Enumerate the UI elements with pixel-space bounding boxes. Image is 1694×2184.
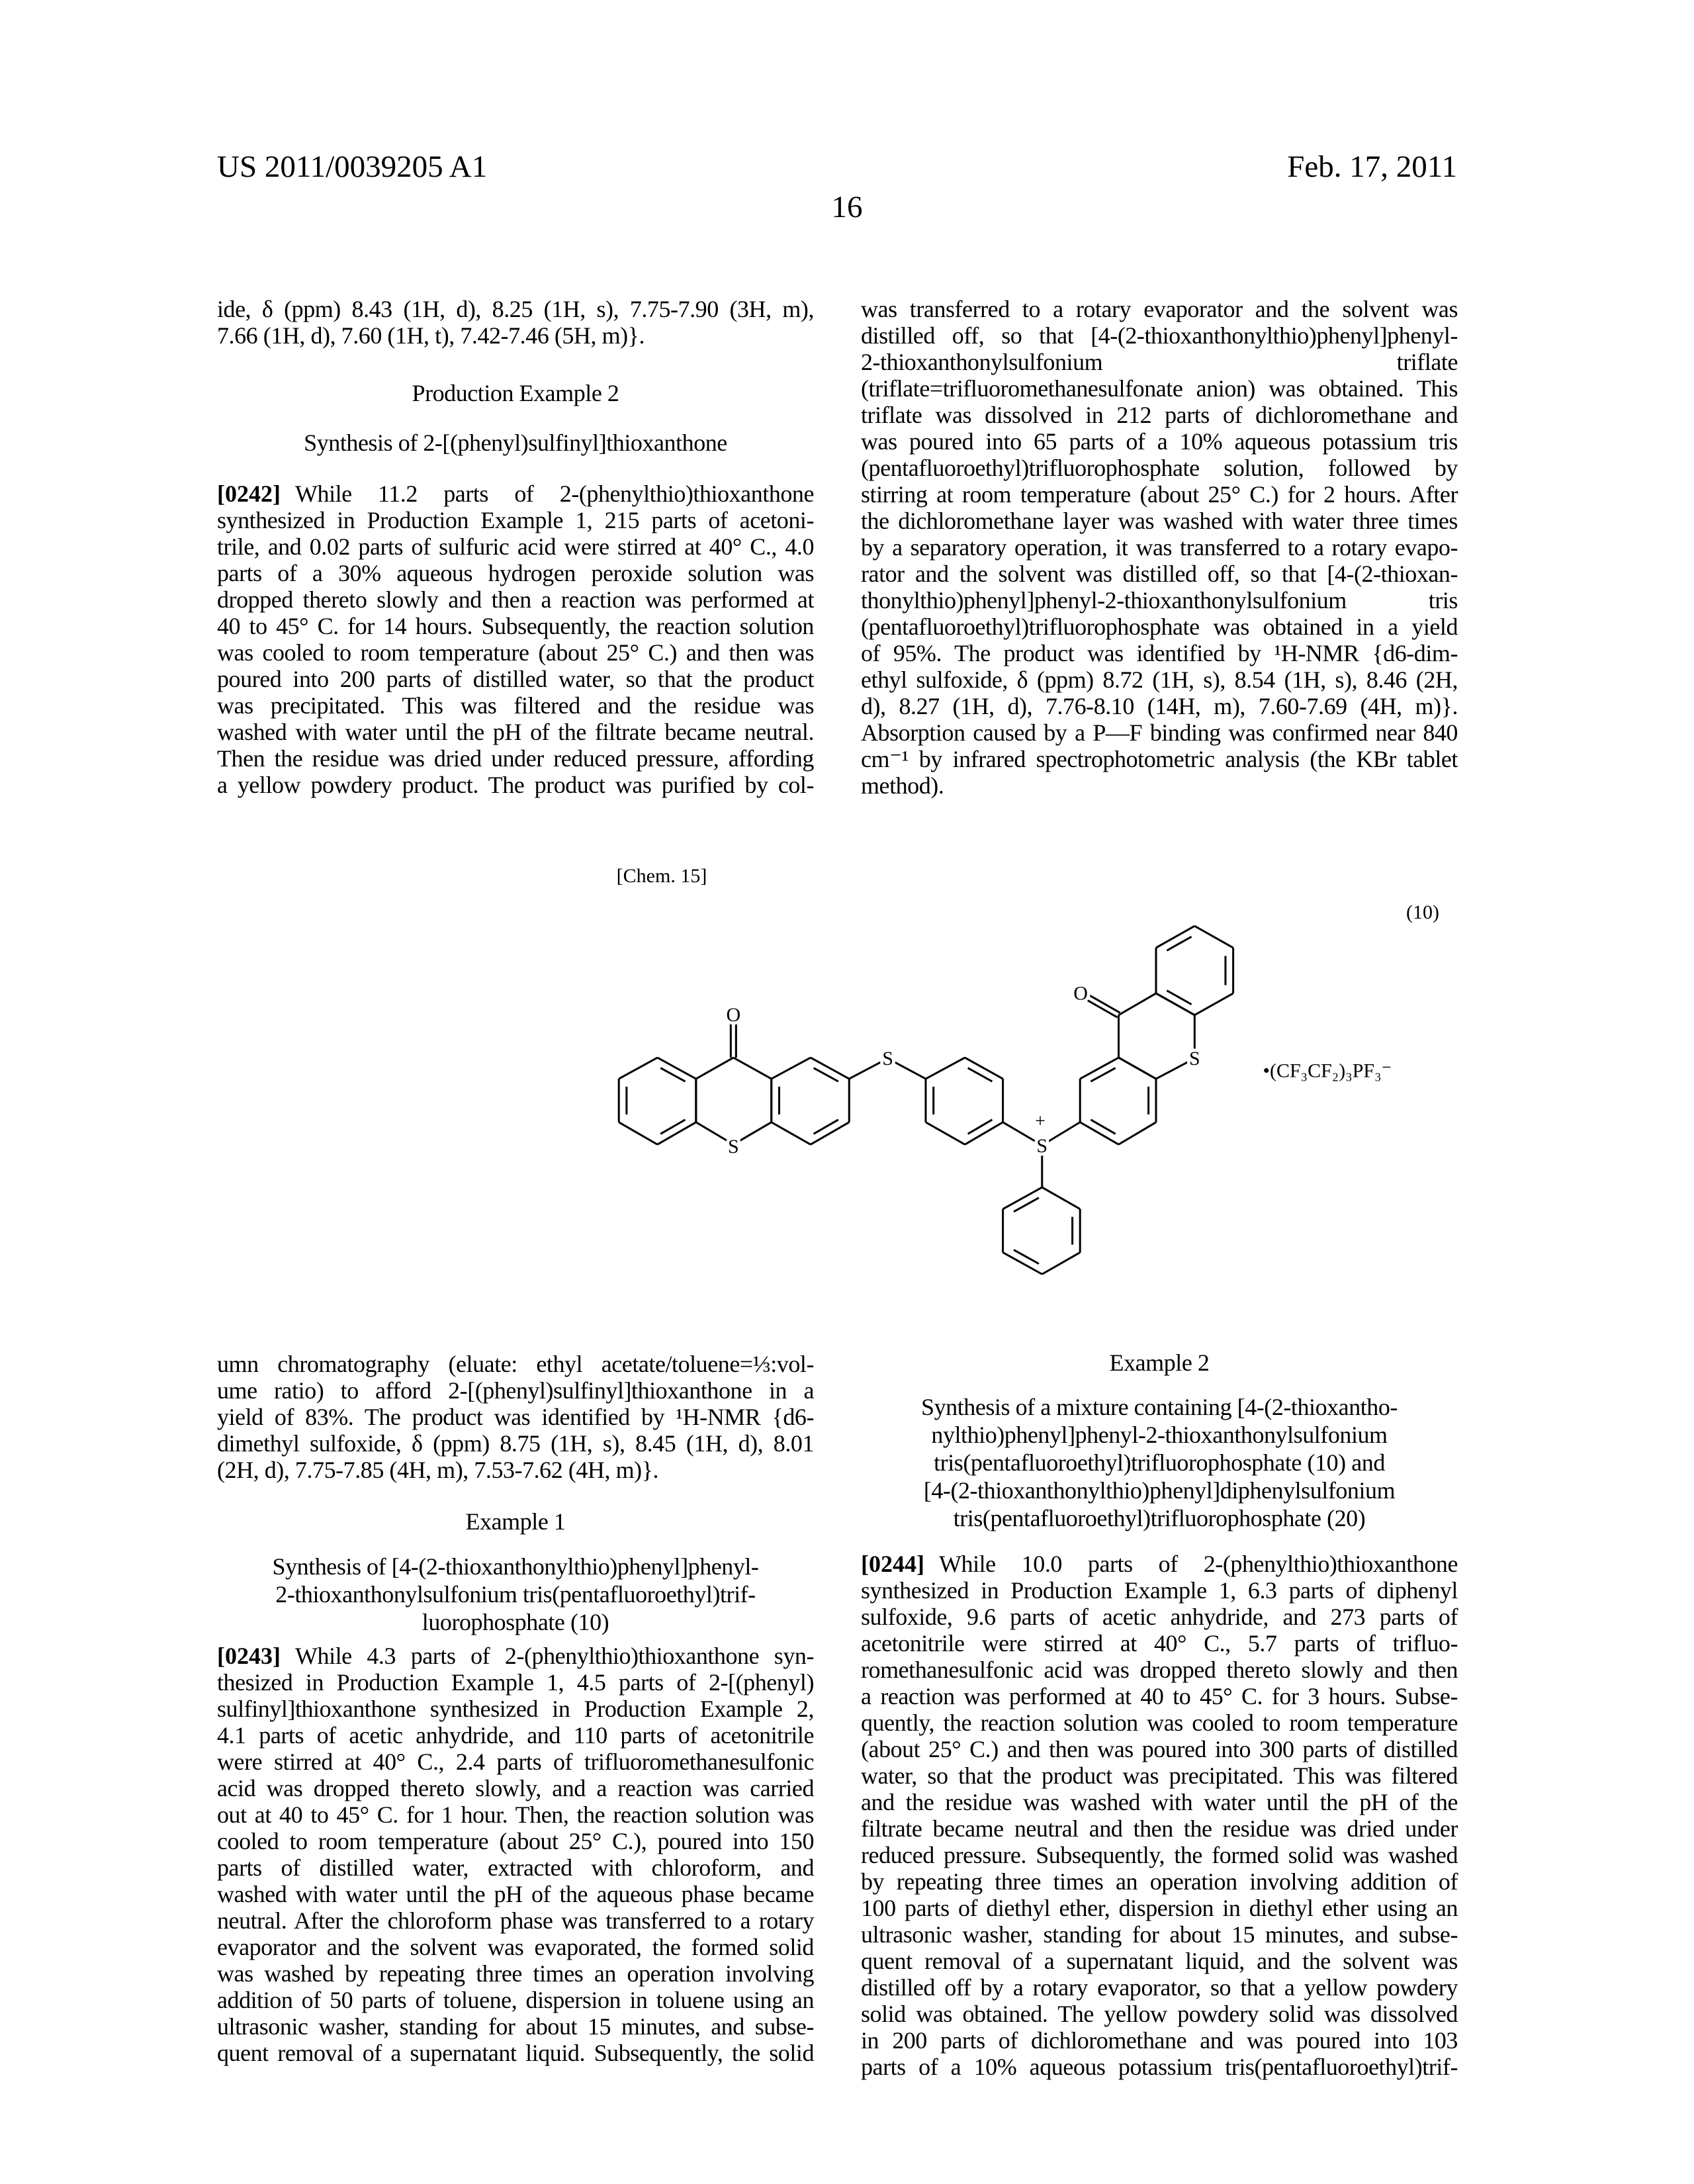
line-text: 7.66 (1H, d), 7.60 (1H, t), 7.42-7.46 (5H, m)}. xyxy=(217,322,645,349)
line-text: yield of 83%. The product was identified by ¹H-NMR {d6- xyxy=(217,1404,814,1430)
line-text: 40 to 45° C. for 14 hours. Subsequently, the reaction solution xyxy=(217,613,814,639)
text-line xyxy=(217,1934,814,1960)
line-text: ultrasonic washer, standing for about 15 minutes, and subse- xyxy=(217,2013,814,2040)
line-text: was precipitated. This was filtered and the residue was xyxy=(217,692,814,719)
paragraph-0244 xyxy=(861,1551,1458,2080)
publication-date: Feb. 17, 2011 xyxy=(1276,147,1457,187)
line-text: 2-thioxanthonylsulfonium triflate xyxy=(861,349,1458,375)
line-text: quent removal of a supernatant liquid, and the solvent was xyxy=(861,1948,1458,1974)
ring-bond xyxy=(619,1122,657,1145)
line-text: ide, δ (ppm) 8.43 (1H, d), 8.25 (1H, s), 7.75-7.90 (3H, m), xyxy=(217,296,814,322)
text-line xyxy=(861,1657,1458,1683)
line-text: romethanesulfonic acid was dropped thereto slowly and then xyxy=(861,1657,1458,1683)
ring-bond xyxy=(733,1058,771,1079)
line-text: was poured into 65 parts of a 10% aqueous potassium tris xyxy=(861,428,1458,455)
text-line xyxy=(217,1987,814,2013)
text-line xyxy=(217,1643,814,1669)
line-text: umn chromatography (eluate: ethyl acetate/toluene=⅓:vol- xyxy=(217,1351,814,1377)
text-line xyxy=(861,1604,1458,1630)
text-line xyxy=(861,2001,1458,2027)
line-text: (triflate=trifluoromethanesulfonate anion) was obtained. This xyxy=(861,375,1458,402)
section-subheading-example-2 xyxy=(861,1393,1458,1532)
text-line xyxy=(861,1895,1458,1921)
oxygen-atom-label: O xyxy=(1073,982,1088,1004)
line-text: water, so that the product was precipitated. This was filtered xyxy=(861,1762,1458,1789)
line-text: While 4.3 parts of 2-(phenylthio)thioxanthone syn- xyxy=(295,1643,814,1669)
text-line xyxy=(217,2013,814,2040)
text-line xyxy=(861,1551,1458,1577)
ring-bond xyxy=(1156,926,1194,948)
line-text: (pentafluoroethyl)trifluorophosphate solution, followed by xyxy=(861,455,1458,481)
line-text: was washed by repeating three times an operation involving xyxy=(217,1960,814,1987)
section-heading-example-1: Example 1 xyxy=(217,1508,814,1535)
text-line xyxy=(861,1842,1458,1868)
ring-bond xyxy=(926,1122,965,1145)
text-line xyxy=(861,1815,1458,1842)
ring-bond xyxy=(926,1058,965,1079)
continued-paragraph-left-bottom xyxy=(217,1351,814,1483)
sulfur-atom-label: S xyxy=(882,1048,893,1069)
line-text: sulfinyl]thioxanthone synthesized in Production Example 2, xyxy=(217,1696,814,1722)
line-text: by repeating three times an operation involving addition of xyxy=(861,1868,1458,1895)
line-text: 4.1 parts of acetic anhydride, and 110 parts of acetonitrile xyxy=(217,1722,814,1749)
ring-bond xyxy=(1194,926,1233,948)
line-text: Absorption caused by a P—F binding was confirmed near 840 xyxy=(861,719,1458,746)
double-bond-inner-line xyxy=(1091,1120,1115,1134)
line-text: synthesized in Production Example 1, 6.3 parts of diphenyl xyxy=(861,1577,1458,1604)
line-text: rator and the solvent was distilled off, so that [4-(2-thioxan- xyxy=(861,561,1458,587)
ring-bond xyxy=(772,1122,811,1145)
section-subheading-synthesis: Synthesis of 2-[(phenyl)sulfinyl]thioxanthone xyxy=(217,430,814,456)
line-text: 2-thioxanthonylsulfonium tris(pentafluoroethyl)trif- xyxy=(275,1581,755,1608)
section-subheading-example-1 xyxy=(217,1553,814,1636)
text-line xyxy=(217,1377,814,1404)
text-line xyxy=(861,1762,1458,1789)
text-line xyxy=(861,1504,1458,1532)
text-line xyxy=(217,1881,814,1907)
line-text: parts of distilled water, extracted with chloroform, and xyxy=(217,1854,814,1881)
line-text: quently, the reaction solution was cooled to room temperature xyxy=(861,1709,1458,1736)
text-line xyxy=(217,1775,814,1801)
ring-bond xyxy=(1156,993,1194,1015)
text-line xyxy=(861,2054,1458,2080)
line-text: evaporator and the solvent was evaporated, the formed solid xyxy=(217,1934,814,1960)
line-text: reduced pressure. Subsequently, the formed solid was washed xyxy=(861,1842,1458,1868)
publication-number: US 2011/0039205 A1 xyxy=(217,147,487,187)
line-text: a reaction was performed at 40 to 45° C. for 3 hours. Subse- xyxy=(861,1683,1458,1709)
text-line xyxy=(861,1736,1458,1762)
line-text: tris(pentafluoroethyl)trifluorophosphate (10) and xyxy=(934,1449,1385,1476)
line-text: dimethyl sulfoxide, δ (ppm) 8.75 (1H, s), 8.45 (1H, d), 8.01 xyxy=(217,1430,814,1457)
section-heading-example-2: Example 2 xyxy=(861,1349,1458,1376)
line-text: While 11.2 parts of 2-(phenylthio)thioxanthone xyxy=(295,480,814,507)
single-bond xyxy=(1042,1122,1080,1146)
line-text: ume ratio) to afford 2-[(phenyl)sulfinyl]thioxanthone in a xyxy=(217,1377,814,1404)
line-text: a yellow powdery product. The product was purified by col- xyxy=(217,772,814,798)
paragraph-number: [0242] xyxy=(217,480,281,507)
line-text: quent removal of a supernatant liquid. Subsequently, the solid xyxy=(217,2040,814,2066)
text-line xyxy=(217,1828,814,1854)
line-text: (pentafluoroethyl)trifluorophosphate was obtained in a yield xyxy=(861,614,1458,640)
line-text: nylthio)phenyl]phenyl-2-thioxanthonylsulfonium xyxy=(931,1422,1387,1448)
text-line xyxy=(861,1630,1458,1657)
text-line xyxy=(861,1449,1458,1477)
oxygen-atom-label: O xyxy=(727,1004,741,1026)
line-text: (2H, d), 7.75-7.85 (4H, m), 7.53-7.62 (4H, m)}. xyxy=(217,1457,658,1483)
line-text: cm⁻¹ by infrared spectrophotometric analysis (the KBr tablet xyxy=(861,746,1458,772)
line-text: washed with water until the pH of the filtrate became neutral. xyxy=(217,719,814,745)
line-text: method). xyxy=(861,772,944,799)
line-text: acid was dropped thereto slowly, and a reaction was carried xyxy=(217,1775,814,1801)
line-text: Synthesis of a mixture containing [4-(2-thioxantho- xyxy=(921,1394,1398,1420)
paragraph-number: [0244] xyxy=(861,1551,924,1577)
line-text: was cooled to room temperature (about 25° C.) and then was xyxy=(217,639,814,666)
ring-bond xyxy=(619,1058,657,1079)
section-heading-production-example-2: Production Example 2 xyxy=(217,380,814,406)
text-line xyxy=(861,1393,1458,1421)
line-text: the dichloromethane layer was washed with water three times xyxy=(861,508,1458,534)
text-line xyxy=(217,1854,814,1881)
line-text: ethyl sulfoxide, δ (ppm) 8.72 (1H, s), 8.54 (1H, s), 8.46 (2H, xyxy=(861,666,1458,693)
chem-caption: [Chem. 15] xyxy=(596,865,728,887)
text-line xyxy=(861,1683,1458,1709)
line-text: synthesized in Production Example 1, 215 parts of acetoni- xyxy=(217,507,814,533)
text-line xyxy=(217,2040,814,2066)
line-text: stirring at room temperature (about 25° C.) for 2 hours. After xyxy=(861,481,1458,508)
text-line xyxy=(217,1457,814,1483)
counter-anion-label: •(CF₃CF₂)₃PF₃⁻ xyxy=(1263,1060,1392,1081)
line-text: were stirred at 40° C., 2.4 parts of trifluoromethanesulfonic xyxy=(217,1749,814,1775)
text-line xyxy=(861,1868,1458,1895)
ring-bond xyxy=(1042,1187,1080,1209)
line-text: and the residue was washed with water until the pH of the xyxy=(861,1789,1458,1815)
line-text: by a separatory operation, it was transferred to a rotary evapo- xyxy=(861,534,1458,561)
line-text: triflate was dissolved in 212 parts of dichloromethane and xyxy=(861,402,1458,428)
double-bond-inner-line xyxy=(968,1120,993,1134)
line-text: thesized in Production Example 1, 4.5 parts of 2-[(phenyl) xyxy=(217,1669,814,1696)
line-text: ultrasonic washer, standing for about 15 minutes, and subse- xyxy=(861,1921,1458,1948)
text-line xyxy=(217,1801,814,1828)
line-text: distilled off, so that [4-(2-thioxanthonylthio)phenyl]phenyl- xyxy=(861,322,1458,349)
text-line xyxy=(861,1577,1458,1604)
double-bond-inner-line xyxy=(814,1120,838,1134)
line-text: luorophosphate (10) xyxy=(422,1609,609,1635)
double-bond-inner-line xyxy=(660,1120,685,1134)
page-number: 16 xyxy=(814,187,880,227)
single-bond xyxy=(888,1058,926,1079)
line-text: washed with water until the pH of the aqueous phase became xyxy=(217,1881,814,1907)
ring-bond xyxy=(1118,993,1156,1015)
line-text: was transferred to a rotary evaporator and the solvent was xyxy=(861,296,1458,322)
line-text: Synthesis of [4-(2-thioxanthonylthio)phenyl]phenyl- xyxy=(273,1553,759,1580)
text-line xyxy=(217,1580,814,1608)
text-line xyxy=(217,1960,814,1987)
text-line xyxy=(861,1948,1458,1974)
line-text: distilled off by a rotary evaporator, so that a yellow powdery xyxy=(861,1974,1458,2001)
ring-bond xyxy=(772,1058,811,1079)
text-line xyxy=(217,1608,814,1636)
compound-number: (10) xyxy=(1390,901,1456,924)
line-text: filtrate became neutral and then the residue was dried under xyxy=(861,1815,1458,1842)
ring-bond xyxy=(811,1058,849,1079)
text-line xyxy=(217,1907,814,1934)
sulfonium-atom-label: S xyxy=(1036,1135,1048,1157)
ring-bond xyxy=(1042,1252,1080,1274)
line-text: sulfoxide, 9.6 parts of acetic anhydride, and 273 parts of xyxy=(861,1604,1458,1630)
line-text: cooled to room temperature (about 25° C.), poured into 150 xyxy=(217,1828,814,1854)
line-text: [4-(2-thioxanthonylthio)phenyl]diphenylsulfonium xyxy=(924,1477,1395,1504)
line-text: While 10.0 parts of 2-(phenylthio)thioxanthone xyxy=(939,1551,1458,1577)
ring-bond xyxy=(1194,993,1233,1015)
line-text: d), 8.27 (1H, d), 7.76-8.10 (14H, m), 7.60-7.69 (4H, m)}. xyxy=(861,693,1458,719)
text-line xyxy=(861,1789,1458,1815)
line-text: in 200 parts of dichloromethane and was poured into 103 xyxy=(861,2027,1458,2054)
ring-bond xyxy=(733,1122,771,1145)
line-text: Then the residue was dried under reduced pressure, affording xyxy=(217,745,814,772)
sulfur-atom-label: S xyxy=(1189,1048,1200,1069)
text-line xyxy=(861,1974,1458,2001)
line-text: neutral. After the chloroform phase was transferred to a rotary xyxy=(217,1907,814,1934)
line-text: thonylthio)phenyl]phenyl-2-thioxanthonylsulfonium tris xyxy=(861,587,1458,614)
line-text: solid was obtained. The yellow powdery solid was dissolved xyxy=(861,2001,1458,2027)
positive-charge-label: + xyxy=(1035,1111,1046,1132)
text-line xyxy=(217,1722,814,1749)
text-line xyxy=(217,1404,814,1430)
paragraph-0243 xyxy=(217,1643,814,2066)
text-line xyxy=(861,1421,1458,1449)
text-line xyxy=(217,1553,814,1580)
ring-bond xyxy=(965,1058,1003,1079)
line-text: dropped thereto slowly and then a reaction was performed at xyxy=(217,586,814,613)
line-text: (about 25° C.) and then was poured into 300 parts of distilled xyxy=(861,1736,1458,1762)
ring-bond xyxy=(1118,1058,1156,1079)
text-line xyxy=(217,1749,814,1775)
ring-bond xyxy=(1080,1058,1118,1079)
text-line xyxy=(861,1709,1458,1736)
line-text: trile, and 0.02 parts of sulfuric acid were stirred at 40° C., 4.0 xyxy=(217,533,814,560)
line-text: poured into 200 parts of distilled water, so that the product xyxy=(217,666,814,692)
text-line xyxy=(217,1430,814,1457)
ring-bond xyxy=(658,1058,696,1079)
text-line xyxy=(861,2027,1458,2054)
line-text: parts of a 30% aqueous hydrogen peroxide solution was xyxy=(217,560,814,586)
sulfur-atom-label: S xyxy=(728,1136,739,1158)
line-text: acetonitrile were stirred at 40° C., 5.7 parts of trifluo- xyxy=(861,1630,1458,1657)
line-text: of 95%. The product was identified by ¹H-NMR {d6-dim- xyxy=(861,640,1458,666)
line-text: out at 40 to 45° C. for 1 hour. Then, the reaction solution was xyxy=(217,1801,814,1828)
line-text: addition of 50 parts of toluene, dispersion in toluene using an xyxy=(217,1987,814,2013)
paragraph-number: [0243] xyxy=(217,1643,281,1669)
line-text: parts of a 10% aqueous potassium tris(pentafluoroethyl)trif- xyxy=(861,2054,1458,2080)
line-text: 100 parts of diethyl ether, dispersion in diethyl ether using an xyxy=(861,1895,1458,1921)
line-text: tris(pentafluoroethyl)trifluorophosphate (20) xyxy=(954,1505,1366,1531)
ring-bond xyxy=(1118,1122,1156,1145)
text-line xyxy=(217,1351,814,1377)
text-line xyxy=(861,1477,1458,1504)
ring-bond xyxy=(696,1058,734,1079)
text-line xyxy=(217,1669,814,1696)
text-line xyxy=(217,1696,814,1722)
text-line xyxy=(861,1921,1458,1948)
